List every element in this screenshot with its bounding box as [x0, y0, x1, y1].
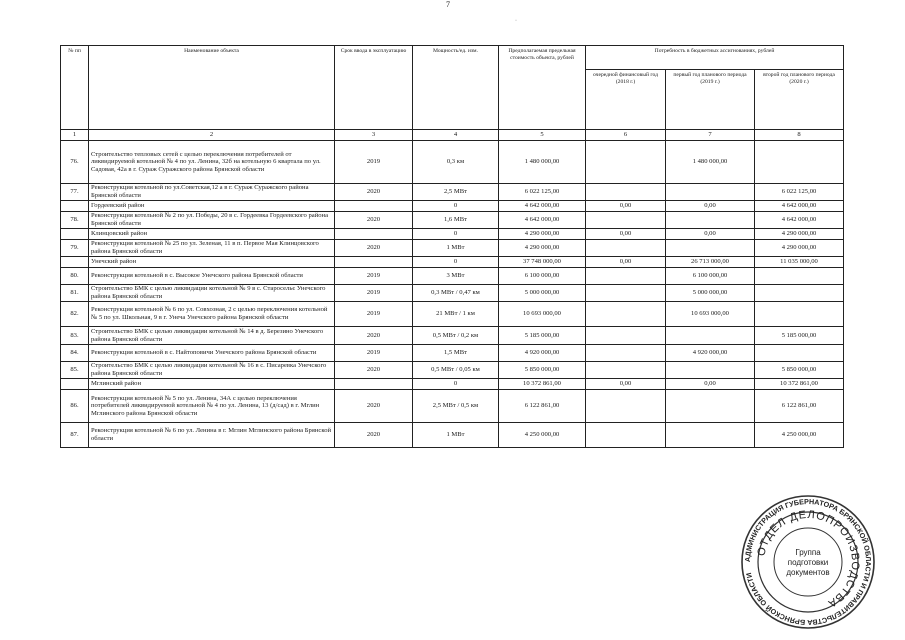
estimated-cost: 1 480 000,00	[499, 141, 586, 184]
need-2018	[586, 212, 666, 229]
capacity: 1 МВт	[413, 423, 499, 448]
need-2018	[586, 327, 666, 345]
estimated-cost: 6 022 125,00	[499, 184, 586, 201]
column-number: 6	[586, 130, 666, 141]
need-2018: 0,00	[586, 379, 666, 390]
object-name: Реконструкция котельной № 25 по ул. Зеленая, 11 в п. Первое Мая Клинцовского района Брянской области	[89, 240, 335, 257]
header-capacity: Мощность/ед. изм.	[413, 46, 499, 130]
budget-table	[60, 45, 844, 448]
capacity: 0	[413, 201, 499, 212]
table-row	[61, 268, 844, 285]
need-2018: 0,00	[586, 229, 666, 240]
object-name: Гордеевский район	[89, 201, 335, 212]
need-2020: 4 642 000,00	[755, 212, 844, 229]
need-2018	[586, 362, 666, 379]
capacity: 0,5 МВт / 0,05 км	[413, 362, 499, 379]
object-name: Реконструкция котельной в с. Высокое Унечского района Брянской области	[89, 268, 335, 285]
column-number: 7	[666, 130, 755, 141]
need-2018: 0,00	[586, 257, 666, 268]
corner-mark: ·	[515, 18, 517, 24]
table-row	[61, 423, 844, 448]
need-2019	[666, 327, 755, 345]
capacity: 0,3 км	[413, 141, 499, 184]
column-number: 2	[89, 130, 335, 141]
column-number: 4	[413, 130, 499, 141]
column-number: 8	[755, 130, 844, 141]
need-2019: 0,00	[666, 379, 755, 390]
need-2018: 0,00	[586, 201, 666, 212]
need-2019: 5 000 000,00	[666, 285, 755, 302]
commission-year	[335, 379, 413, 390]
table-row	[61, 390, 844, 423]
need-2020: 6 022 125,00	[755, 184, 844, 201]
table-row	[61, 362, 844, 379]
object-name: Реконструкция котельной № 5 по ул. Ленина, 34А с целью переключения потребителей ликвидируемой котельной № 4 по ул. Ленина, 13 (д/сад) в г. Мглин Мглинского района Брянской области	[89, 390, 335, 423]
stamp-center-line: подготовки	[787, 558, 829, 567]
need-2019: 6 100 000,00	[666, 268, 755, 285]
need-2019	[666, 184, 755, 201]
need-2019	[666, 390, 755, 423]
need-2020	[755, 141, 844, 184]
estimated-cost: 4 250 000,00	[499, 423, 586, 448]
need-2020: 4 250 000,00	[755, 423, 844, 448]
table-row	[61, 212, 844, 229]
table-row	[61, 184, 844, 201]
row-number: 79.	[61, 240, 89, 257]
need-2019: 0,00	[666, 201, 755, 212]
object-name: Мглинский район	[89, 379, 335, 390]
stamp-center-line: Группа	[795, 548, 821, 557]
commission-year	[335, 201, 413, 212]
district-subtotal-row	[61, 229, 844, 240]
commission-year: 2020	[335, 240, 413, 257]
need-2020	[755, 302, 844, 327]
capacity: 0	[413, 229, 499, 240]
row-number: 80.	[61, 268, 89, 285]
commission-year: 2019	[335, 302, 413, 327]
row-number: 87.	[61, 423, 89, 448]
header-term: Срок ввода в эксплуатацию	[335, 46, 413, 130]
need-2019: 10 693 000,00	[666, 302, 755, 327]
need-2020: 11 035 000,00	[755, 257, 844, 268]
estimated-cost: 4 642 000,00	[499, 201, 586, 212]
commission-year: 2019	[335, 268, 413, 285]
row-number	[61, 379, 89, 390]
stamp-center-line: документов	[786, 568, 830, 577]
capacity: 2,5 МВт / 0,5 км	[413, 390, 499, 423]
need-2020: 5 185 000,00	[755, 327, 844, 345]
district-subtotal-row	[61, 379, 844, 390]
table-row	[61, 345, 844, 362]
capacity: 0,5 МВт / 0,2 км	[413, 327, 499, 345]
need-2019: 1 480 000,00	[666, 141, 755, 184]
row-number: 77.	[61, 184, 89, 201]
column-number: 5	[499, 130, 586, 141]
page-number: 7	[446, 0, 450, 9]
commission-year: 2019	[335, 141, 413, 184]
capacity: 1,6 МВт	[413, 212, 499, 229]
estimated-cost: 4 290 000,00	[499, 240, 586, 257]
header-year-2020: второй год планового периода (2020 г.)	[755, 70, 844, 130]
estimated-cost: 5 850 000,00	[499, 362, 586, 379]
object-name: Реконструкция котельной в с. Найтоповичи Унечского района Брянской области	[89, 345, 335, 362]
row-number: 84.	[61, 345, 89, 362]
need-2020: 5 850 000,00	[755, 362, 844, 379]
capacity: 21 МВт / 1 км	[413, 302, 499, 327]
column-number: 1	[61, 130, 89, 141]
need-2019: 4 920 000,00	[666, 345, 755, 362]
need-2018	[586, 390, 666, 423]
capacity: 2,5 МВт	[413, 184, 499, 201]
capacity: 1 МВт	[413, 240, 499, 257]
district-subtotal-row	[61, 201, 844, 212]
commission-year: 2020	[335, 362, 413, 379]
table-row	[61, 285, 844, 302]
row-number: 86.	[61, 390, 89, 423]
capacity: 3 МВт	[413, 268, 499, 285]
object-name: Строительство тепловых сетей с целью переключения потребителей от ликвидируемой котельной № 4 по ул. Ленина, 32б на котельную 6 квартала по ул. Садовая, 42а в г. Сураж Суражского района Брянской области	[89, 141, 335, 184]
object-name: Реконструкция котельной № 6 по ул. Ленина в г. Мглин Мглинского района Брянской области	[89, 423, 335, 448]
stamp-dept-text: ОТДЕЛ ДЕЛОПРОИЗВОДСТВА	[755, 508, 862, 610]
commission-year: 2020	[335, 184, 413, 201]
header-year-2018: очередной финансовый год (2018 г.)	[586, 70, 666, 130]
commission-year: 2019	[335, 345, 413, 362]
estimated-cost: 4 920 000,00	[499, 345, 586, 362]
need-2020: 6 122 861,00	[755, 390, 844, 423]
need-2019	[666, 362, 755, 379]
need-2020	[755, 345, 844, 362]
need-2020	[755, 285, 844, 302]
need-2019	[666, 212, 755, 229]
row-number: 83.	[61, 327, 89, 345]
capacity: 0	[413, 379, 499, 390]
commission-year: 2020	[335, 423, 413, 448]
object-name: Реконструкция котельной № 2 по ул. Победы, 20 в с. Гордеевка Гордеевского района Брянской области	[89, 212, 335, 229]
need-2018	[586, 423, 666, 448]
need-2020: 10 372 861,00	[755, 379, 844, 390]
need-2018	[586, 302, 666, 327]
stamp-ring-text: АДМИНИСТРАЦИЯ ГУБЕРНАТОРА БРЯНСКОЙ ОБЛАСТИ И ПРАВИТЕЛЬСТВА БРЯНСКОЙ ОБЛАСТИ	[742, 496, 874, 628]
row-number: 76.	[61, 141, 89, 184]
need-2020: 4 642 000,00	[755, 201, 844, 212]
header-cost: Предполагаемая предельная стоимость объекта, рублей	[499, 46, 586, 130]
estimated-cost: 6 122 861,00	[499, 390, 586, 423]
table-row	[61, 240, 844, 257]
office-stamp	[738, 492, 878, 632]
row-number: 82.	[61, 302, 89, 327]
header-no: № пп	[61, 46, 89, 130]
table-row	[61, 141, 844, 184]
need-2018	[586, 141, 666, 184]
estimated-cost: 10 372 861,00	[499, 379, 586, 390]
estimated-cost: 4 290 000,00	[499, 229, 586, 240]
need-2018	[586, 285, 666, 302]
estimated-cost: 37 748 000,00	[499, 257, 586, 268]
capacity: 0	[413, 257, 499, 268]
need-2019	[666, 423, 755, 448]
object-name: Унечский район	[89, 257, 335, 268]
commission-year: 2020	[335, 327, 413, 345]
commission-year: 2020	[335, 212, 413, 229]
estimated-cost: 6 100 000,00	[499, 268, 586, 285]
column-numbers-row	[61, 130, 844, 141]
commission-year: 2020	[335, 390, 413, 423]
commission-year: 2019	[335, 285, 413, 302]
need-2020: 4 290 000,00	[755, 229, 844, 240]
row-number	[61, 257, 89, 268]
row-number: 78.	[61, 212, 89, 229]
column-number: 3	[335, 130, 413, 141]
header-year-2019: первый год планового периода (2019 г.)	[666, 70, 755, 130]
estimated-cost: 10 693 000,00	[499, 302, 586, 327]
district-subtotal-row	[61, 257, 844, 268]
need-2019: 26 713 000,00	[666, 257, 755, 268]
row-number: 81.	[61, 285, 89, 302]
object-name: Строительство БМК с целью ликвидации котельной № 16 в с. Писаревка Унечского района Брянской области	[89, 362, 335, 379]
object-name: Строительство БМК с целью ликвидации котельной № 14 в д. Березино Унечского района Брянской области	[89, 327, 335, 345]
estimated-cost: 5 000 000,00	[499, 285, 586, 302]
row-number	[61, 201, 89, 212]
commission-year	[335, 257, 413, 268]
row-number	[61, 229, 89, 240]
need-2018	[586, 345, 666, 362]
need-2018	[586, 184, 666, 201]
need-2018	[586, 268, 666, 285]
object-name: Строительство БМК с целью ликвидации котельной № 9 в с. Старосельє Унечского района Брянской области	[89, 285, 335, 302]
commission-year	[335, 229, 413, 240]
estimated-cost: 4 642 000,00	[499, 212, 586, 229]
capacity: 1,5 МВт	[413, 345, 499, 362]
estimated-cost: 5 185 000,00	[499, 327, 586, 345]
row-number: 85.	[61, 362, 89, 379]
need-2019	[666, 240, 755, 257]
object-name: Клинцовский район	[89, 229, 335, 240]
need-2020: 4 290 000,00	[755, 240, 844, 257]
header-need: Потребность в бюджетных ассигнованиях, рублей	[586, 46, 844, 70]
capacity: 0,3 МВт / 0,47 км	[413, 285, 499, 302]
object-name: Реконструкция котельной № 6 по ул. Совхозная, 2 с целью переключения котельной № 5 по ул. Школьная, 9 в г. Унеча Унечского района Брянской области	[89, 302, 335, 327]
header-name: Наименование объекта	[89, 46, 335, 130]
table-row	[61, 302, 844, 327]
table-row	[61, 327, 844, 345]
need-2018	[586, 240, 666, 257]
need-2020	[755, 268, 844, 285]
object-name: Реконструкция котельной по ул.Советская,12 а в г. Сураж Суражского района Брянской области	[89, 184, 335, 201]
need-2019: 0,00	[666, 229, 755, 240]
